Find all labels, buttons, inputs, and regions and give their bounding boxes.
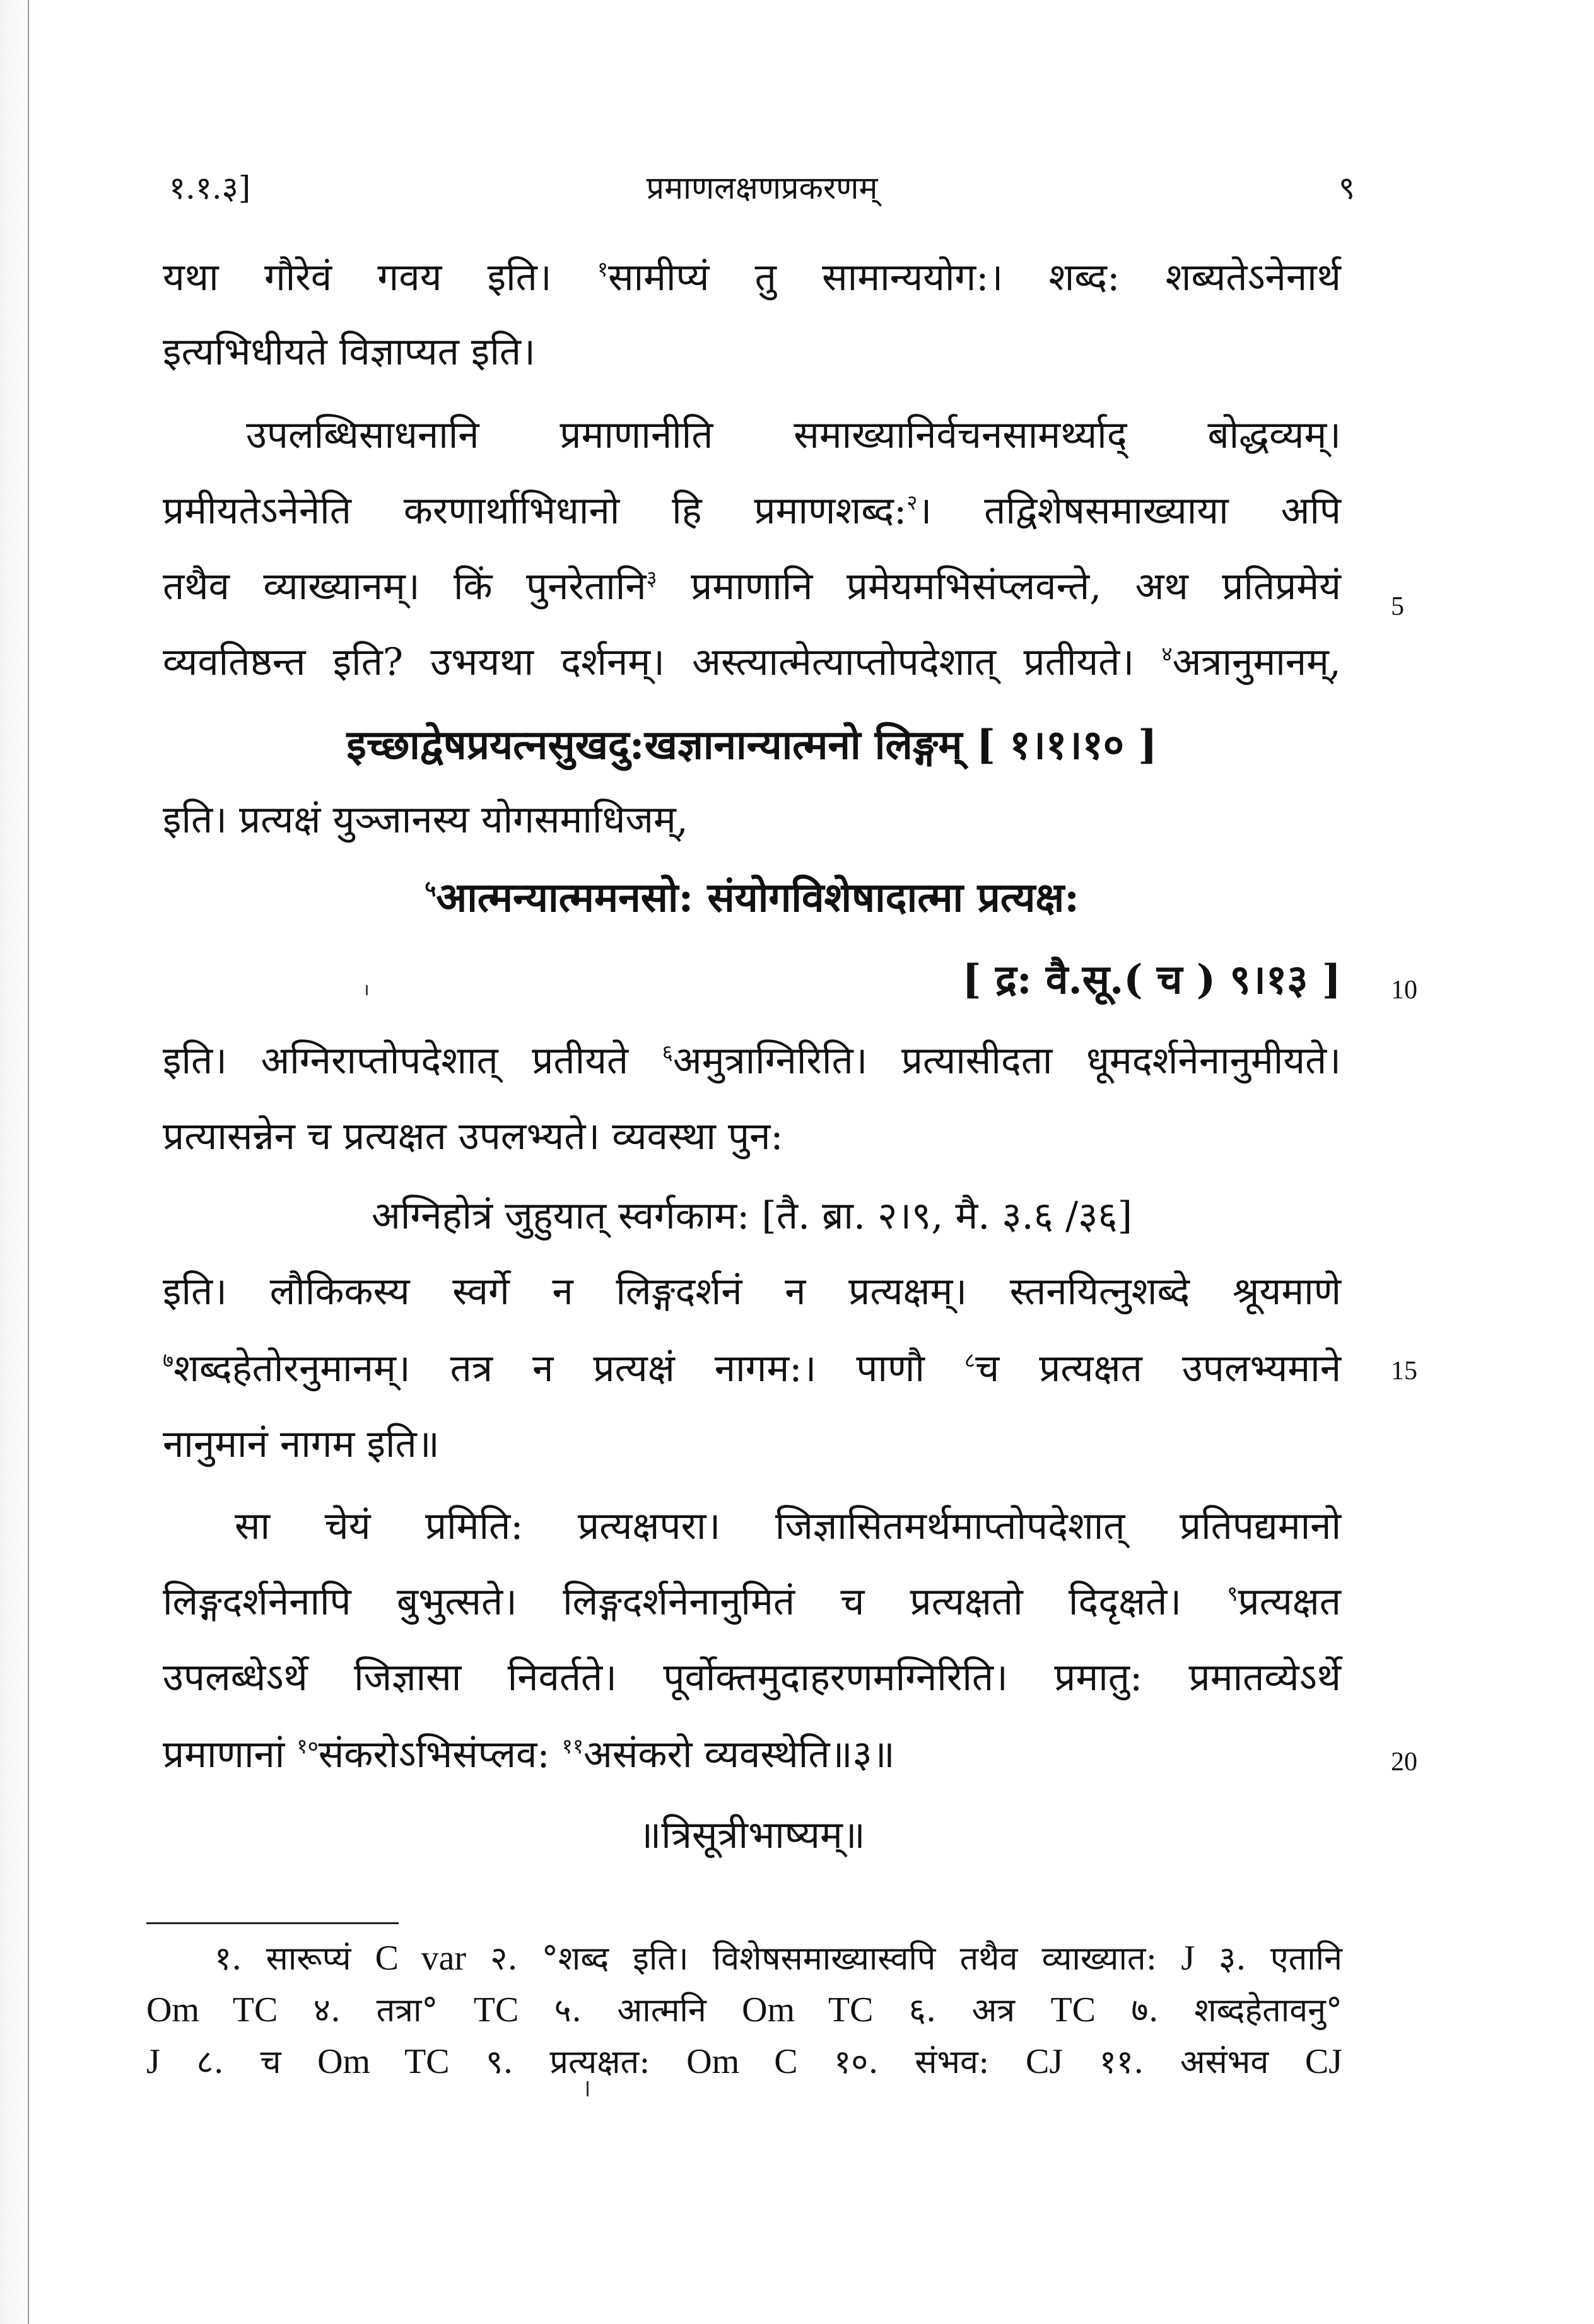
text-span: प्रमाणानि प्रमेयमभिसंप्लवन्ते, अथ प्रतिप्रमेयं [657, 564, 1341, 609]
manuscript-siglum: J [146, 2042, 160, 2081]
text-span: इति। अग्निराप्तोपदेशात् प्रतीयते [163, 1039, 662, 1083]
text-line-11 [163, 1039, 1341, 1083]
footnote-text: ३. एतानि [1195, 1940, 1343, 1978]
footnote-text: ४. तत्रा° [313, 1992, 474, 2029]
footnote-entry [196, 2043, 449, 2081]
text-line-3: उपलब्धिसाधनानि प्रमाणानीति समाख्यानिर्वचनसामर्थ्याद् बोद्धव्यम्। [246, 413, 1341, 457]
manuscript-siglum: TC [1050, 1990, 1096, 2029]
text-line-2: इत्यभिधीयते विज्ञाप्यत इति। [163, 330, 536, 374]
footnote-ref: ५ [425, 876, 437, 902]
footnote-ref: ९ [1227, 1581, 1238, 1606]
manuscript-siglum: Om TC [317, 2042, 450, 2081]
text-span: लिङ्गदर्शनेनापि बुभुत्सते। लिङ्गदर्शनेनानुमितं च प्रत्यक्षतो दिदृक्षते। [163, 1580, 1228, 1624]
footnote-entry [1099, 2043, 1342, 2081]
text-span: प्रत्यक्षत [1238, 1580, 1341, 1624]
text-line-6 [163, 640, 1341, 684]
text-span: संकरोऽभिसंप्लव: [318, 1732, 562, 1777]
footnote-text: ६. अत्र [908, 1992, 1051, 2029]
text-line-18 [163, 1580, 1341, 1624]
text-line-20 [163, 1732, 895, 1777]
footnote-entry [909, 1992, 1096, 2029]
footnote-line-2 [146, 1987, 1342, 2031]
text-span: यथा गौरेवं गवय इति। [163, 255, 597, 300]
quotation-line: अग्निहोत्रं जुहुयात् स्वर्गकाम: [तै. ब्रा. २।९, मै. ३.६ /३६] [372, 1194, 1132, 1238]
section-colophon: ॥त्रिसूत्रीभाष्यम्॥ [638, 1813, 865, 1857]
text-line-4 [163, 489, 1341, 533]
line-number: 10 [1391, 976, 1417, 1005]
scan-artifact [366, 985, 368, 995]
footnote-entry [834, 2043, 1063, 2081]
text-line-8: इति। प्रत्यक्षं युञ्जानस्य योगसमाधिजम्, [163, 798, 688, 842]
footnote-text: १०. संभव: [834, 2043, 1026, 2081]
footnote-ref: ६ [662, 1040, 673, 1065]
footnote-text: २. °शब्द इति। विशेषसमाख्यास्वपि तथैव व्याख्यात: [466, 1940, 1181, 1978]
line-number: 5 [1391, 592, 1404, 621]
manuscript-siglum: J [1181, 1939, 1195, 1978]
line-number: 20 [1391, 1748, 1417, 1777]
footnote-ref: ८ [964, 1348, 976, 1372]
scan-artifact [587, 2081, 589, 2096]
text-line-19: उपलब्धेऽर्थे जिज्ञासा निवर्तते। पूर्वोक्तमुदाहरणमग्निरिति। प्रमातु: प्रमातव्येऽर्थे [163, 1655, 1341, 1700]
manuscript-siglum: Om TC [146, 1990, 278, 2029]
text-span: च प्रत्यक्षत उपलभ्यमाने [975, 1346, 1341, 1391]
text-span: प्रमाणानां [163, 1732, 297, 1777]
sutra-line-1: इच्छाद्वेषप्रयत्नसुखदु:खज्ञानान्यात्मनो लिङ्गम् [ १।१।१० ] [346, 721, 1157, 769]
footnote-text: १. सारूप्यं [214, 1940, 375, 1978]
text-span: अत्रानुमानम्, [1172, 640, 1341, 684]
text-span: व्यवतिष्ठन्त इति? उभयथा दर्शनम्। अस्त्यात्मेत्याप्तोपदेशात् प्रतीयते। [163, 640, 1162, 684]
footnote-line-3 [146, 2038, 1342, 2083]
page-header [169, 165, 1355, 222]
footnote-line-1 [214, 1935, 1342, 1980]
sutra-citation: [ द्र: वै.सू.( च ) ९।१३ ] [962, 956, 1341, 1003]
text-line-1 [163, 255, 1341, 300]
footnote-text: ८. च [196, 2043, 318, 2081]
header-page-number: ९ [1339, 170, 1355, 206]
text-line-15 [163, 1346, 1341, 1391]
footnote-text: ५. आत्मनि [554, 1992, 742, 2029]
text-span: असंकरो व्यवस्थेति॥३॥ [583, 1732, 895, 1777]
manuscript-siglum: Om TC [742, 1990, 874, 2029]
text-line-12: प्रत्यासन्नेन च प्रत्यक्षत उपलभ्यते। व्यवस्था पुन: [163, 1114, 783, 1159]
manuscript-siglum: Om C [686, 2042, 798, 2081]
manuscript-siglum: TC [473, 1990, 519, 2029]
footnote-ref: ४ [1161, 641, 1173, 666]
text-span: अमुत्राग्निरिति। प्रत्यासीदता धूमदर्शनेनानुमीयते। [672, 1039, 1341, 1083]
sutra-line-2 [163, 874, 1341, 921]
text-line-5 [163, 564, 1341, 609]
footnote-text: ११. असंभव [1099, 2043, 1305, 2081]
text-span: प्रमीयतेऽनेनेति करणार्थाभिधानो हि प्रमाणशब्द: [163, 489, 907, 533]
manuscript-siglum: CJ [1304, 2042, 1342, 2081]
text-span: आत्मन्यात्ममनसो: संयोगविशेषादात्मा प्रत्यक्ष: [436, 874, 1079, 921]
footnote-entry [314, 1992, 519, 2029]
footnote-text: ७. शब्दहेतावनु° [1131, 1992, 1343, 2029]
footnote-entry [554, 1992, 874, 2029]
manuscript-siglum: C var [375, 1939, 467, 1978]
binding-line [28, 0, 29, 2324]
text-span: सामीप्यं तु सामान्ययोग:। शब्द: शब्यतेऽनेनार्थ [608, 255, 1341, 300]
footnote-ref: ३ [646, 566, 657, 590]
header-chapter-title: प्रमाणलक्षणप्रकरणम् [646, 170, 878, 206]
line-number: 15 [1391, 1357, 1417, 1386]
header-verse-ref: १.१.३] [169, 170, 251, 206]
footnote-ref: ११ [561, 1734, 583, 1758]
binding-edge [0, 0, 39, 2324]
footnote-text: ९. प्रत्यक्षत: [486, 2043, 687, 2081]
text-line-14: इति। लौकिकस्य स्वर्गे न लिङ्गदर्शनं न प्रत्यक्षम्। स्तनयित्नुशब्दे श्रूयमाणे [163, 1270, 1341, 1314]
footnote-entry [486, 2043, 797, 2081]
text-span: तथैव व्याख्यानम्। किं पुनरेतानि [163, 564, 647, 609]
text-span: शब्दहेतोरनुमानम्। तत्र न प्रत्यक्षं नागम:। पाणौ [173, 1346, 964, 1391]
footnote-ref: २ [906, 490, 918, 515]
text-line-17: सा चेयं प्रमिति: प्रत्यक्षपरा। जिज्ञासितमर्थमाप्तोपदेशात् प्रतिपद्यमानो [235, 1504, 1341, 1548]
footnote-ref: १० [296, 1734, 319, 1758]
text-line-16: नानुमानं नागम इति॥ [163, 1422, 440, 1466]
footnote-ref: १ [597, 257, 609, 281]
footnote-ref: ७ [163, 1348, 174, 1372]
text-span: । तद्विशेषसमाख्याया अपि [917, 489, 1341, 533]
footnote-rule [146, 1922, 399, 1924]
manuscript-siglum: CJ [1026, 2042, 1064, 2081]
